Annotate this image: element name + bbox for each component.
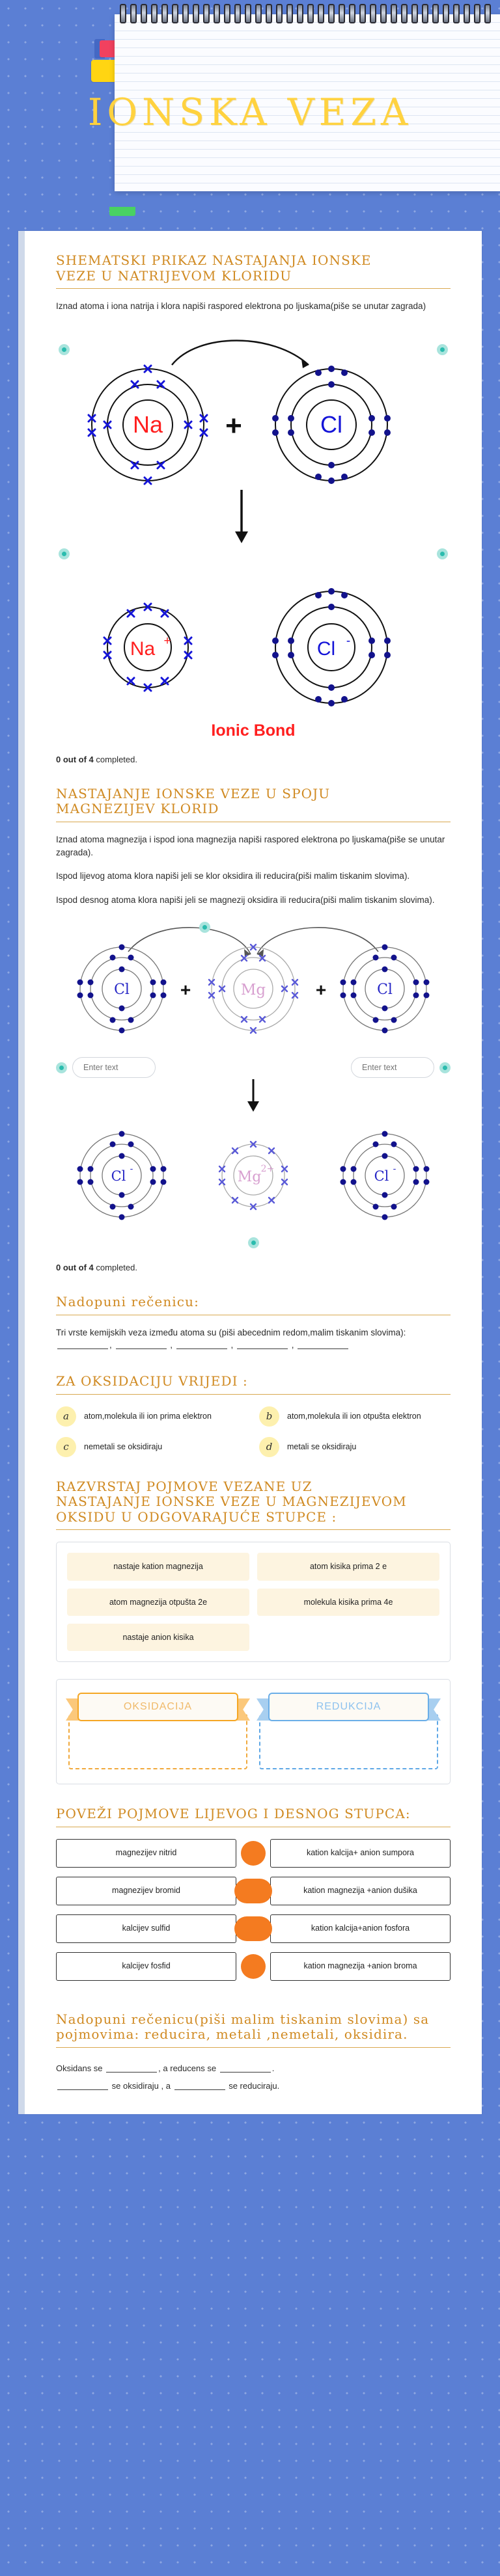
match-left-item[interactable]: kalcijev sulfid — [56, 1914, 236, 1943]
page-title: IONSKA VEZA — [87, 91, 413, 134]
draggable-cards-grid — [67, 1553, 439, 1651]
match-left-item[interactable]: kalcijev fosfid — [56, 1952, 236, 1981]
option-letter-badge: a — [56, 1406, 76, 1427]
option-letter-badge: c — [56, 1437, 76, 1457]
option-label: nemetali se oksidiraju — [84, 1442, 163, 1451]
match-row — [56, 1914, 451, 1943]
notepad-spiral-binding — [115, 4, 500, 26]
match-row — [56, 1839, 451, 1868]
final-text-2: , a reducens se — [158, 2063, 217, 2073]
drag-card[interactable]: molekula kisika prima 4e — [257, 1589, 439, 1616]
draggable-cards-container — [56, 1542, 451, 1662]
heading-rule — [56, 1394, 451, 1395]
sorting-zones-container — [56, 1679, 451, 1784]
section-6-heading — [56, 1784, 451, 1827]
blank-field[interactable] — [57, 2082, 108, 2090]
ion-label-mg: Mg — [237, 1169, 262, 1186]
blank-field[interactable] — [237, 1341, 288, 1349]
option-label: metali se oksidiraju — [287, 1442, 357, 1451]
progress-count: 0 out of 4 — [56, 1263, 94, 1273]
mgcl2-ions-svg — [58, 1116, 449, 1239]
drag-card[interactable]: nastaje anion kisika — [67, 1624, 249, 1651]
mgcl2-entry-row — [56, 1057, 451, 1078]
section-3-heading — [56, 1272, 451, 1315]
zone-redukcija — [259, 1693, 438, 1769]
dropzone-oksidacija[interactable] — [68, 1713, 247, 1769]
match-row — [56, 1877, 451, 1905]
match-connector-knob[interactable] — [241, 1841, 266, 1866]
section-1-progress — [56, 755, 451, 764]
final-text-1: Oksidans se — [56, 2063, 103, 2073]
match-row — [56, 1952, 451, 1981]
match-left-item[interactable]: magnezijev bromid — [56, 1877, 236, 1905]
section-5-heading-line3: OKSIDU U ODGOVARAJUĆE STUPCE : — [56, 1509, 337, 1525]
entry-right — [351, 1057, 451, 1078]
progress-count: 0 out of 4 — [56, 754, 94, 764]
plus-sign: + — [180, 980, 191, 1000]
hotspot-marker[interactable] — [439, 1062, 451, 1073]
section-5-heading-line2: NASTAJANJE IONSKE VEZE U MAGNEZIJEVOM — [56, 1494, 407, 1510]
section-4-heading-text: ZA OKSIDACIJU VRIJEDI : — [56, 1373, 248, 1389]
nacl-ions-svg — [58, 582, 449, 719]
worksheet-body — [18, 231, 482, 2114]
svg-text:-: - — [130, 1164, 133, 1175]
ion-label-cl-minus: Cl — [316, 637, 336, 660]
final-text-3: . — [271, 2063, 275, 2073]
section-5-heading-line1: RAZVRSTAJ POJMOVE VEZANE UZ — [56, 1478, 312, 1494]
nacl-svg — [58, 327, 449, 587]
progress-suffix: completed. — [93, 1263, 137, 1273]
svg-text:-: - — [346, 634, 351, 648]
option-label: atom,molekula ili ion prima elektron — [84, 1411, 212, 1421]
section-3-prefix: Tri vrste kemijskih veza između atoma su (piši abecednim redom,malim tiskanim slovima): — [56, 1327, 406, 1337]
plus-sign: + — [225, 409, 242, 442]
drag-card[interactable]: atom magnezija otpušta 2e — [67, 1589, 249, 1616]
hotspot-marker[interactable] — [59, 344, 70, 355]
matching-pairs-list — [56, 1839, 451, 1981]
svg-text:+: + — [163, 634, 171, 648]
match-right-item[interactable]: kation magnezija +anion broma — [270, 1952, 451, 1981]
decor-tab-green — [109, 207, 135, 216]
atom-label-mg: Mg — [240, 982, 266, 999]
match-right-item[interactable]: kation magnezija +anion dušika — [270, 1877, 451, 1905]
zone-label-oksidacija: OKSIDACIJA — [77, 1693, 238, 1721]
heading-rule — [56, 288, 451, 289]
drag-card[interactable]: atom kisika prima 2 e — [257, 1553, 439, 1580]
option-a[interactable] — [56, 1406, 247, 1427]
progress-suffix: completed. — [93, 754, 137, 764]
option-letter-badge: b — [259, 1406, 279, 1427]
heading-rule — [56, 2047, 451, 2048]
section-2-instructions-3: Ispod desnog atoma klora napiši jeli se magnezij oksidira ili reducira(piši malim tiskanim slovima). — [56, 894, 435, 905]
section-5-heading — [56, 1457, 451, 1531]
section-2-heading — [56, 764, 451, 822]
option-label: atom,molekula ili ion otpušta elektron — [287, 1411, 421, 1421]
blank-field[interactable] — [106, 2064, 157, 2073]
blank-field[interactable] — [176, 1341, 227, 1349]
drag-card[interactable]: nastaje kation magnezija — [67, 1553, 249, 1580]
match-right-item[interactable]: kation kalcija+ anion sumpora — [270, 1839, 451, 1868]
hotspot-marker[interactable] — [56, 1062, 67, 1073]
hotspot-marker[interactable] — [59, 548, 70, 559]
ionic-bond-label: Ionic Bond — [211, 721, 296, 740]
final-text-5: se reduciraju. — [229, 2081, 280, 2091]
svg-text:2+: 2+ — [260, 1164, 275, 1175]
section-1-heading — [56, 231, 451, 289]
match-connector-knob[interactable] — [241, 1954, 266, 1979]
ion-label-cl-right: Cl — [374, 1168, 389, 1185]
section-1-heading-line1: SHEMATSKI PRIKAZ NASTAJANJA IONSKE — [56, 252, 372, 268]
dropzone-redukcija[interactable] — [259, 1713, 438, 1769]
match-connector-knob[interactable] — [234, 1879, 272, 1903]
page-header — [0, 0, 500, 231]
atom-label-cl: Cl — [320, 410, 342, 438]
final-text-4: se oksidiraju , a — [111, 2081, 171, 2091]
blank-field[interactable] — [174, 2082, 225, 2090]
blank-field[interactable] — [57, 1341, 108, 1349]
entry-left — [56, 1057, 156, 1078]
mgcl2-diagram — [56, 920, 451, 1248]
svg-text:-: - — [393, 1164, 396, 1175]
match-right-item[interactable]: kation kalcija+anion fosfora — [270, 1914, 451, 1943]
section-2-heading-line1: NASTAJANJE IONSKE VEZE U SPOJU — [56, 785, 331, 801]
section-7-heading — [56, 1990, 451, 2048]
section-2-progress — [56, 1263, 451, 1272]
section-4-heading — [56, 1352, 451, 1395]
answer-input-left[interactable] — [72, 1057, 156, 1078]
nacl-diagram — [56, 327, 451, 740]
ion-label-na-plus: Na — [130, 637, 156, 660]
option-b[interactable] — [259, 1406, 451, 1427]
mgcl2-down-arrow — [58, 1079, 449, 1114]
zone-label-redukcija: REDUKCIJA — [268, 1693, 429, 1721]
atom-label-na: Na — [132, 410, 163, 438]
section-3-fill-sentence: Tri vrste kemijskih veza između atoma su (piši abecednim redom,malim tiskanim slovima): , , , , — [56, 1327, 406, 1350]
section-2-instructions-1: Iznad atoma magnezija i ispod iona magnezija napiši raspored elektrona po ljuskama(piše se unutar zagrada). — [56, 834, 445, 857]
answer-input-right[interactable] — [351, 1057, 434, 1078]
option-letter-badge: d — [259, 1437, 279, 1457]
section-2-instructions-2: Ispod lijevog atoma klora napiši jeli se klor oksidira ili reducira(piši malim tiskanim slovima). — [56, 871, 410, 881]
section-1-instructions: Iznad atoma i iona natrija i klora napiši raspored elektrona po ljuskama(piše se unutar zagrada) — [56, 301, 426, 312]
option-c[interactable] — [56, 1437, 247, 1457]
blank-field[interactable] — [298, 1341, 348, 1349]
hotspot-marker[interactable] — [437, 344, 448, 355]
section-1-heading-line2: VEZE U NATRIJEVOM KLORIDU — [56, 267, 292, 284]
oxidation-options — [56, 1406, 451, 1457]
mgcl2-atoms-svg — [58, 920, 449, 1051]
plus-sign: + — [315, 980, 327, 1000]
zone-oksidacija — [68, 1693, 247, 1769]
atom-label-cl-right: Cl — [377, 982, 393, 999]
match-left-item[interactable]: magnezijev nitrid — [56, 1839, 236, 1868]
option-d[interactable] — [259, 1437, 451, 1457]
ion-label-cl-left: Cl — [111, 1168, 126, 1185]
hotspot-marker[interactable] — [437, 548, 448, 559]
atom-label-cl-left: Cl — [114, 982, 130, 999]
section-3-heading-text: Nadopuni rečenicu: — [56, 1294, 199, 1310]
match-connector-knob[interactable] — [234, 1916, 272, 1941]
blank-field[interactable] — [220, 2064, 271, 2073]
section-6-heading-text: POVEŽI POJMOVE LIJEVOG I DESNOG STUPCA: — [56, 1806, 411, 1822]
blank-field[interactable] — [116, 1341, 167, 1349]
heading-rule — [56, 1529, 451, 1530]
hotspot-marker[interactable] — [248, 1237, 259, 1248]
section-7-fill-sentences — [56, 2059, 451, 2095]
section-7-heading-text: Nadopuni rečenicu(piši malim tiskanim slovima) sa pojmovima: reducira, metali ,nemetali, oksidira. — [56, 2011, 430, 2043]
section-2-heading-line2: MAGNEZIJEV KLORID — [56, 801, 219, 817]
